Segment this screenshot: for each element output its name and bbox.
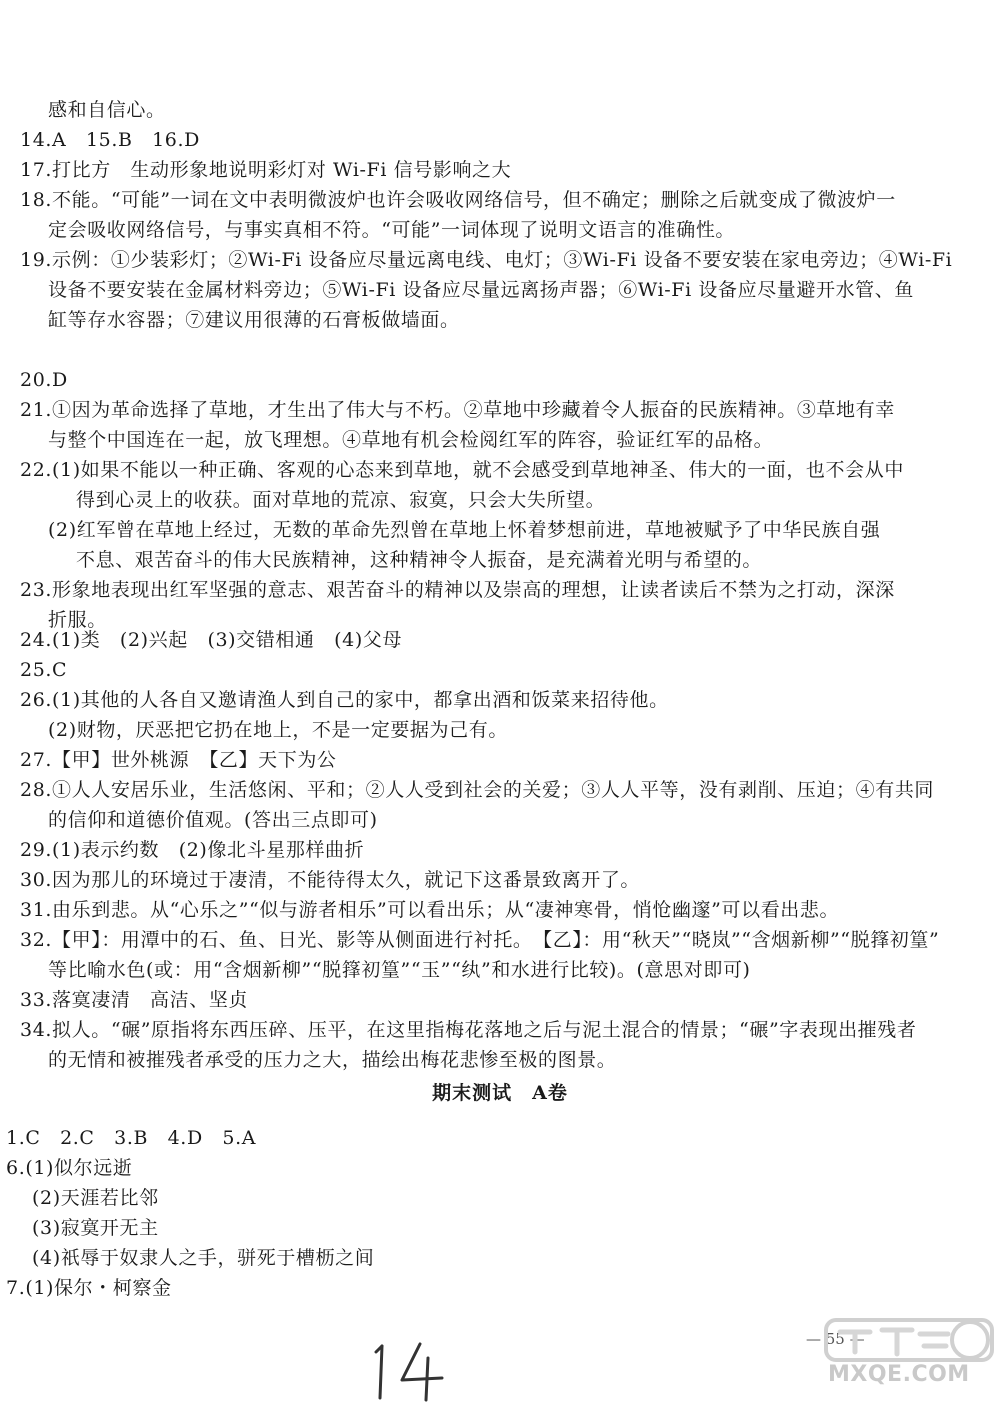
exam-line: (2)天涯若比邻 [32,1187,159,1209]
answer-line: 25.C [20,659,68,681]
answer-line: 18.不能。“可能”一词在文中表明微波炉也许会吸收网络信号，但不确定；删除之后就变成了微波炉一 [20,189,896,211]
answer-line: (2)财物，厌恶把它扔在地上，不是一定要据为己有。 [48,719,508,741]
answer-line: 22.(1)如果不能以一种正确、客观的心态来到草地，就不会感受到草地神圣、伟大的一面，也不会从中 [20,459,904,481]
section-title: 期末测试 A卷 [432,1082,568,1104]
handwritten-number [368,1340,458,1402]
answer-line: 不息、艰苦奋斗的伟大民族精神，这种精神令人振奋，是充满着光明与希望的。 [76,549,763,571]
exam-line: (3)寂寞开无主 [32,1217,159,1239]
answer-line: 设备不要安装在金属材料旁边；⑤Wi-Fi 设备应尽量远离扬声器；⑥Wi-Fi 设备应尽量避开水管、鱼 [48,279,914,301]
answer-line: 30.因为那儿的环境过于凄清，不能待得太久，就记下这番景致离开了。 [20,869,641,891]
page-number: — 55 — [806,1330,865,1348]
answer-line: 28.①人人安居乐业，生活悠闲、平和；②人人受到社会的关爱；③人人平等，没有剥削、压迫；④有共同 [20,779,935,801]
answer-line: 与整个中国连在一起，放飞理想。④草地有机会检阅红军的阵容，验证红军的品格。 [48,429,774,451]
answer-line: 24.(1)类 (2)兴起 (3)交错相通 (4)父母 [20,629,403,651]
answer-line: 29.(1)表示约数 (2)像北斗星那样曲折 [20,839,365,861]
answer-line: 折服。 [48,609,107,631]
answer-line: 14.A 15.B 16.D [20,129,200,151]
answer-line: 27.【甲】世外桃源 【乙】天下为公 [20,749,337,771]
answer-line: 32.【甲】：用潭中的石、鱼、日光、影等从侧面进行衬托。 【乙】：用“秋天”“晓岚”“含烟新柳”“脱箨初篁” [20,929,940,951]
answer-line: 33.落寞凄清 高洁、坚贞 [20,989,249,1011]
answer-line: 26.(1)其他的人各自又邀请渔人到自己的家中，都拿出酒和饭菜来招待他。 [20,689,669,711]
answer-line: 的信仰和道德价值观。(答出三点即可) [48,809,378,831]
answer-line: 定会吸收网络信号，与事实真相不符。“可能”一词体现了说明文语言的准确性。 [48,219,736,241]
exam-line: (4)祇辱于奴隶人之手，骈死于槽枥之间 [32,1247,375,1269]
answer-line: 的无情和被摧残者承受的压力之大，描绘出梅花悲惨至极的图景。 [48,1049,617,1071]
answer-line: 23.形象地表现出红军坚强的意志、艰苦奋斗的精神以及崇高的理想，让读者读后不禁为之打动，深深 [20,579,895,601]
answer-line: 17.打比方 生动形象地说明彩灯对 Wi-Fi 信号影响之大 [20,159,512,181]
watermark-url: MXQE.COM [828,1362,970,1387]
watermark-logo [820,1314,998,1400]
answer-line: 缸等存水容器；⑦建议用很薄的石膏板做墙面。 [48,309,460,331]
answer-line: 感和自信心。 [48,99,166,121]
answer-line: 20.D [20,369,68,391]
answer-line: 34.拟人。“碾”原指将东西压碎、压平，在这里指梅花落地之后与泥土混合的情景；“碾”字表现出摧残者 [20,1019,917,1041]
answer-line: 21.①因为革命选择了草地，才生出了伟大与不朽。②草地中珍藏着令人振奋的民族精神。③草地有幸 [20,399,895,421]
answer-line: 等比喻水色(或：用“含烟新柳”“脱箨初篁”“玉”“纨”和水进行比较)。(意思对即可) [48,959,751,981]
exam-line: 6.(1)似尔远逝 [6,1157,133,1179]
exam-line: 1.C 2.C 3.B 4.D 5.A [6,1127,257,1149]
exam-line: 7.(1)保尔・柯察金 [6,1277,172,1299]
answer-line: 得到心灵上的收获。面对草地的荒凉、寂寞，只会大失所望。 [76,489,606,511]
answer-line: 31.由乐到悲。从“心乐之”“似与游者相乐”可以看出乐；从“凄神寒骨，悄怆幽邃”可以看出悲。 [20,899,840,921]
answer-line: (2)红军曾在草地上经过，无数的革命先烈曾在草地上怀着梦想前进，草地被赋予了中华民族自强 [48,519,881,541]
answer-line: 19.示例：①少装彩灯；②Wi-Fi 设备应尽量远离电线、电灯；③Wi-Fi 设备不要安装在家电旁边；④Wi-Fi [20,249,953,271]
